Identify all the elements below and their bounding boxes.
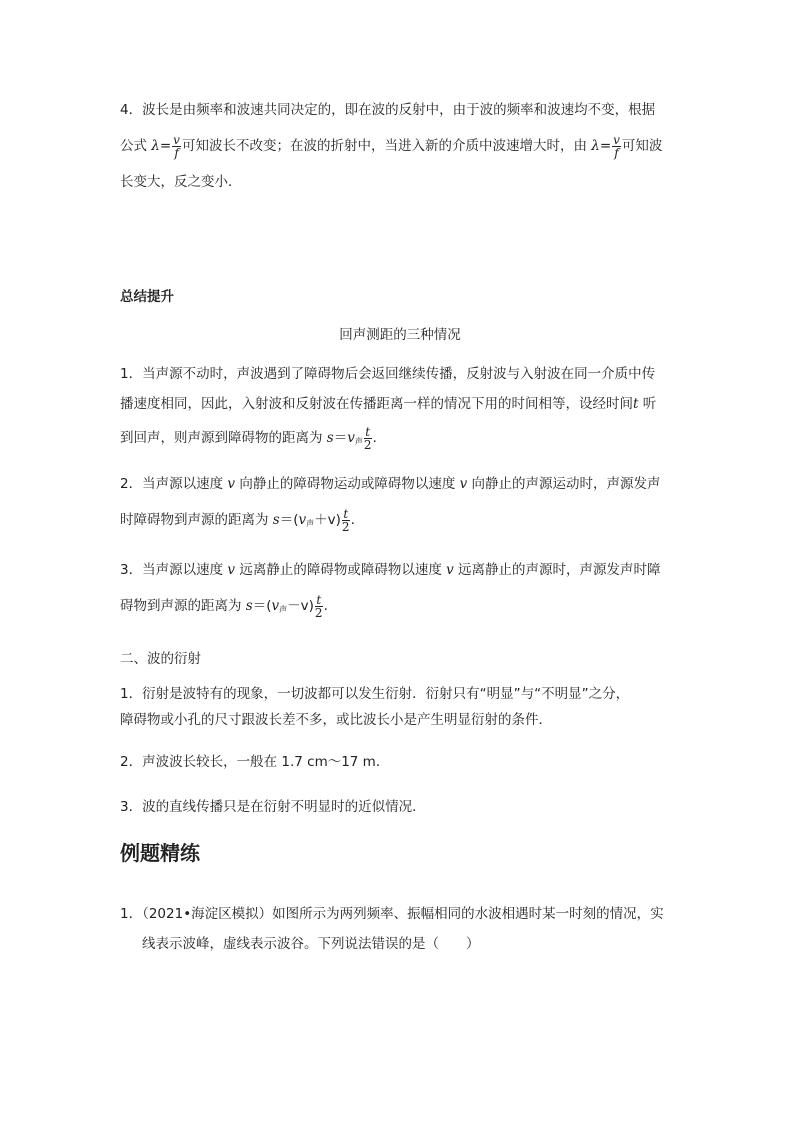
examples-heading: 例题精练 bbox=[120, 841, 200, 865]
open-paren: ( bbox=[293, 512, 299, 528]
summary-item-2-text-a: 2．当声源以速度 bbox=[120, 476, 228, 492]
fraction-numerator: v bbox=[173, 132, 180, 147]
summary-item-1 bbox=[120, 359, 680, 457]
equals-sign-3: ＝ bbox=[333, 430, 348, 446]
sound-subscript-3: 声 bbox=[279, 605, 288, 614]
summary-item-1-line-2 bbox=[120, 389, 680, 419]
diffraction-item-1-line-2: 障碍物或小孔的尺寸跟波长差不多，或比波长小是产生明显衍射的条件． bbox=[120, 712, 552, 728]
formula-v-over-f-2 bbox=[612, 134, 621, 159]
fraction-numerator-t-c: t bbox=[316, 592, 322, 607]
equals-sign-4: ＝ bbox=[279, 512, 294, 528]
summary-item-3 bbox=[120, 555, 680, 625]
diffraction-item-1-line-1: 1．衍射是波特有的现象，一切波都可以发生衍射．衍射只有“明显”与“不明显”之分， bbox=[120, 686, 630, 702]
lambda-symbol: λ bbox=[151, 138, 160, 154]
open-paren-2: ( bbox=[266, 598, 272, 614]
diffraction-heading: 二、波的衍射 bbox=[120, 651, 201, 667]
fraction-numerator-t-b: t bbox=[343, 506, 349, 521]
speed-symbol: v bbox=[347, 430, 355, 446]
summary-item-3-text-b: 远离静止的障碍物或障碍物以速度 bbox=[235, 562, 447, 578]
sound-subscript-2: 声 bbox=[306, 519, 315, 528]
question-1-line-1: 1．（2021•海淀区模拟）如图所示为两列频率、振幅相同的水波相遇时某一时刻的情况，实 bbox=[120, 906, 664, 922]
speed-symbol-3: v bbox=[271, 598, 280, 614]
question-1-line-2: 线表示波峰，虚线表示波谷。下列说法错误的是（ ） bbox=[142, 936, 480, 952]
summary-item-2-line-1 bbox=[120, 469, 680, 499]
distance-symbol-3: s bbox=[245, 598, 253, 614]
diffraction-item-2: 2．声波波长较长，一般在 1.7 cm～17 m． bbox=[120, 754, 390, 770]
formula-v-over-f bbox=[172, 134, 181, 159]
formula-t-over-2-b bbox=[342, 508, 350, 533]
summary-item-2 bbox=[120, 469, 680, 539]
fraction-denominator-2-value: 2 bbox=[363, 437, 372, 452]
speed-v-symbol-2: v bbox=[459, 476, 468, 492]
distance-symbol-2: s bbox=[272, 512, 280, 528]
distance-symbol: s bbox=[326, 430, 334, 446]
fraction-denominator: f bbox=[174, 145, 179, 160]
summary-item-3-text-c: 远离静止的声源时，声源发声时障 bbox=[453, 562, 661, 578]
lambda-symbol-2: λ bbox=[591, 138, 600, 154]
fraction-denominator-2-c: 2 bbox=[314, 605, 323, 620]
summary-item-1-line-3 bbox=[120, 423, 680, 457]
point-4-text-b: 可知波长不改变；在波的折射中，当进入新的介质中波速增大时，由 bbox=[181, 138, 592, 154]
summary-item-1-line-2-text: 播速度相同，因此，入射波和反射波在传播距离一样的情况下用的时间相等，设经时间 bbox=[120, 396, 633, 412]
sound-subscript: 声 bbox=[354, 437, 363, 446]
fraction-denominator-2-b: 2 bbox=[341, 519, 350, 534]
summary-item-1-line-1: 1．当声源不动时，声波遇到了障碍物后会返回继续传播，反射波与入射波在同一介质中传 bbox=[120, 366, 656, 382]
formula-t-over-2-c bbox=[315, 594, 323, 619]
summary-item-3-line-2 bbox=[120, 591, 680, 625]
fraction-numerator-2: v bbox=[613, 132, 620, 147]
minus-v: －v) bbox=[287, 598, 314, 614]
period-dot-3: . bbox=[323, 598, 328, 614]
period-dot: . bbox=[372, 430, 377, 446]
summary-item-3-text-a: 3．当声源以速度 bbox=[120, 562, 228, 578]
example-question-1 bbox=[120, 899, 690, 959]
equals-sign-2: = bbox=[599, 138, 612, 154]
point-4-line-1: 4．波长是由频率和波速共同决定的，即在波的反射中，由于波的频率和波速均不变，根据 bbox=[120, 102, 656, 118]
summary-heading: 总结提升 bbox=[120, 289, 174, 305]
point-4-text-a: 公式 bbox=[120, 138, 152, 154]
speed-v-symbol: v bbox=[227, 476, 236, 492]
summary-item-1-line-3-text: 到回声，则声源到障碍物的距离为 bbox=[120, 430, 327, 446]
diffraction-item-1 bbox=[120, 679, 680, 735]
point-4-text-c: 可知波 bbox=[621, 138, 663, 154]
plus-v: ＋v) bbox=[314, 512, 341, 528]
fraction-denominator-2: f bbox=[614, 145, 619, 160]
summary-title: 回声测距的三种情况 bbox=[339, 327, 461, 343]
summary-item-2-text-c: 向静止的声源运动时，声源发声 bbox=[467, 476, 661, 492]
point-4-paragraph bbox=[120, 95, 680, 197]
summary-item-2-line-2 bbox=[120, 505, 680, 539]
period-dot-2: . bbox=[350, 512, 355, 528]
speed-v-symbol-4: v bbox=[446, 562, 454, 578]
summary-item-3-line-2-text: 碍物到声源的距离为 bbox=[120, 598, 246, 614]
formula-t-over-2 bbox=[364, 426, 372, 451]
diffraction-item-3: 3．波的直线传播只是在衍射不明显时的近似情况． bbox=[120, 799, 426, 815]
speed-symbol-2: v bbox=[298, 512, 307, 528]
summary-item-3-line-1 bbox=[120, 555, 680, 585]
fraction-numerator-t: t bbox=[365, 424, 371, 439]
time-symbol: t bbox=[633, 396, 639, 412]
summary-item-1-line-2-end: 听 bbox=[638, 396, 657, 412]
speed-v-symbol-3: v bbox=[227, 562, 236, 578]
summary-item-2-text-b: 向静止的障碍物运动或障碍物以速度 bbox=[235, 476, 460, 492]
summary-item-2-line-2-text: 时障碍物到声源的距离为 bbox=[120, 512, 273, 528]
equals-sign: = bbox=[159, 138, 172, 154]
equals-sign-5: ＝ bbox=[252, 598, 267, 614]
point-4-line-3: 长变大，反之变小． bbox=[120, 174, 242, 190]
point-4-line-2 bbox=[120, 131, 680, 161]
